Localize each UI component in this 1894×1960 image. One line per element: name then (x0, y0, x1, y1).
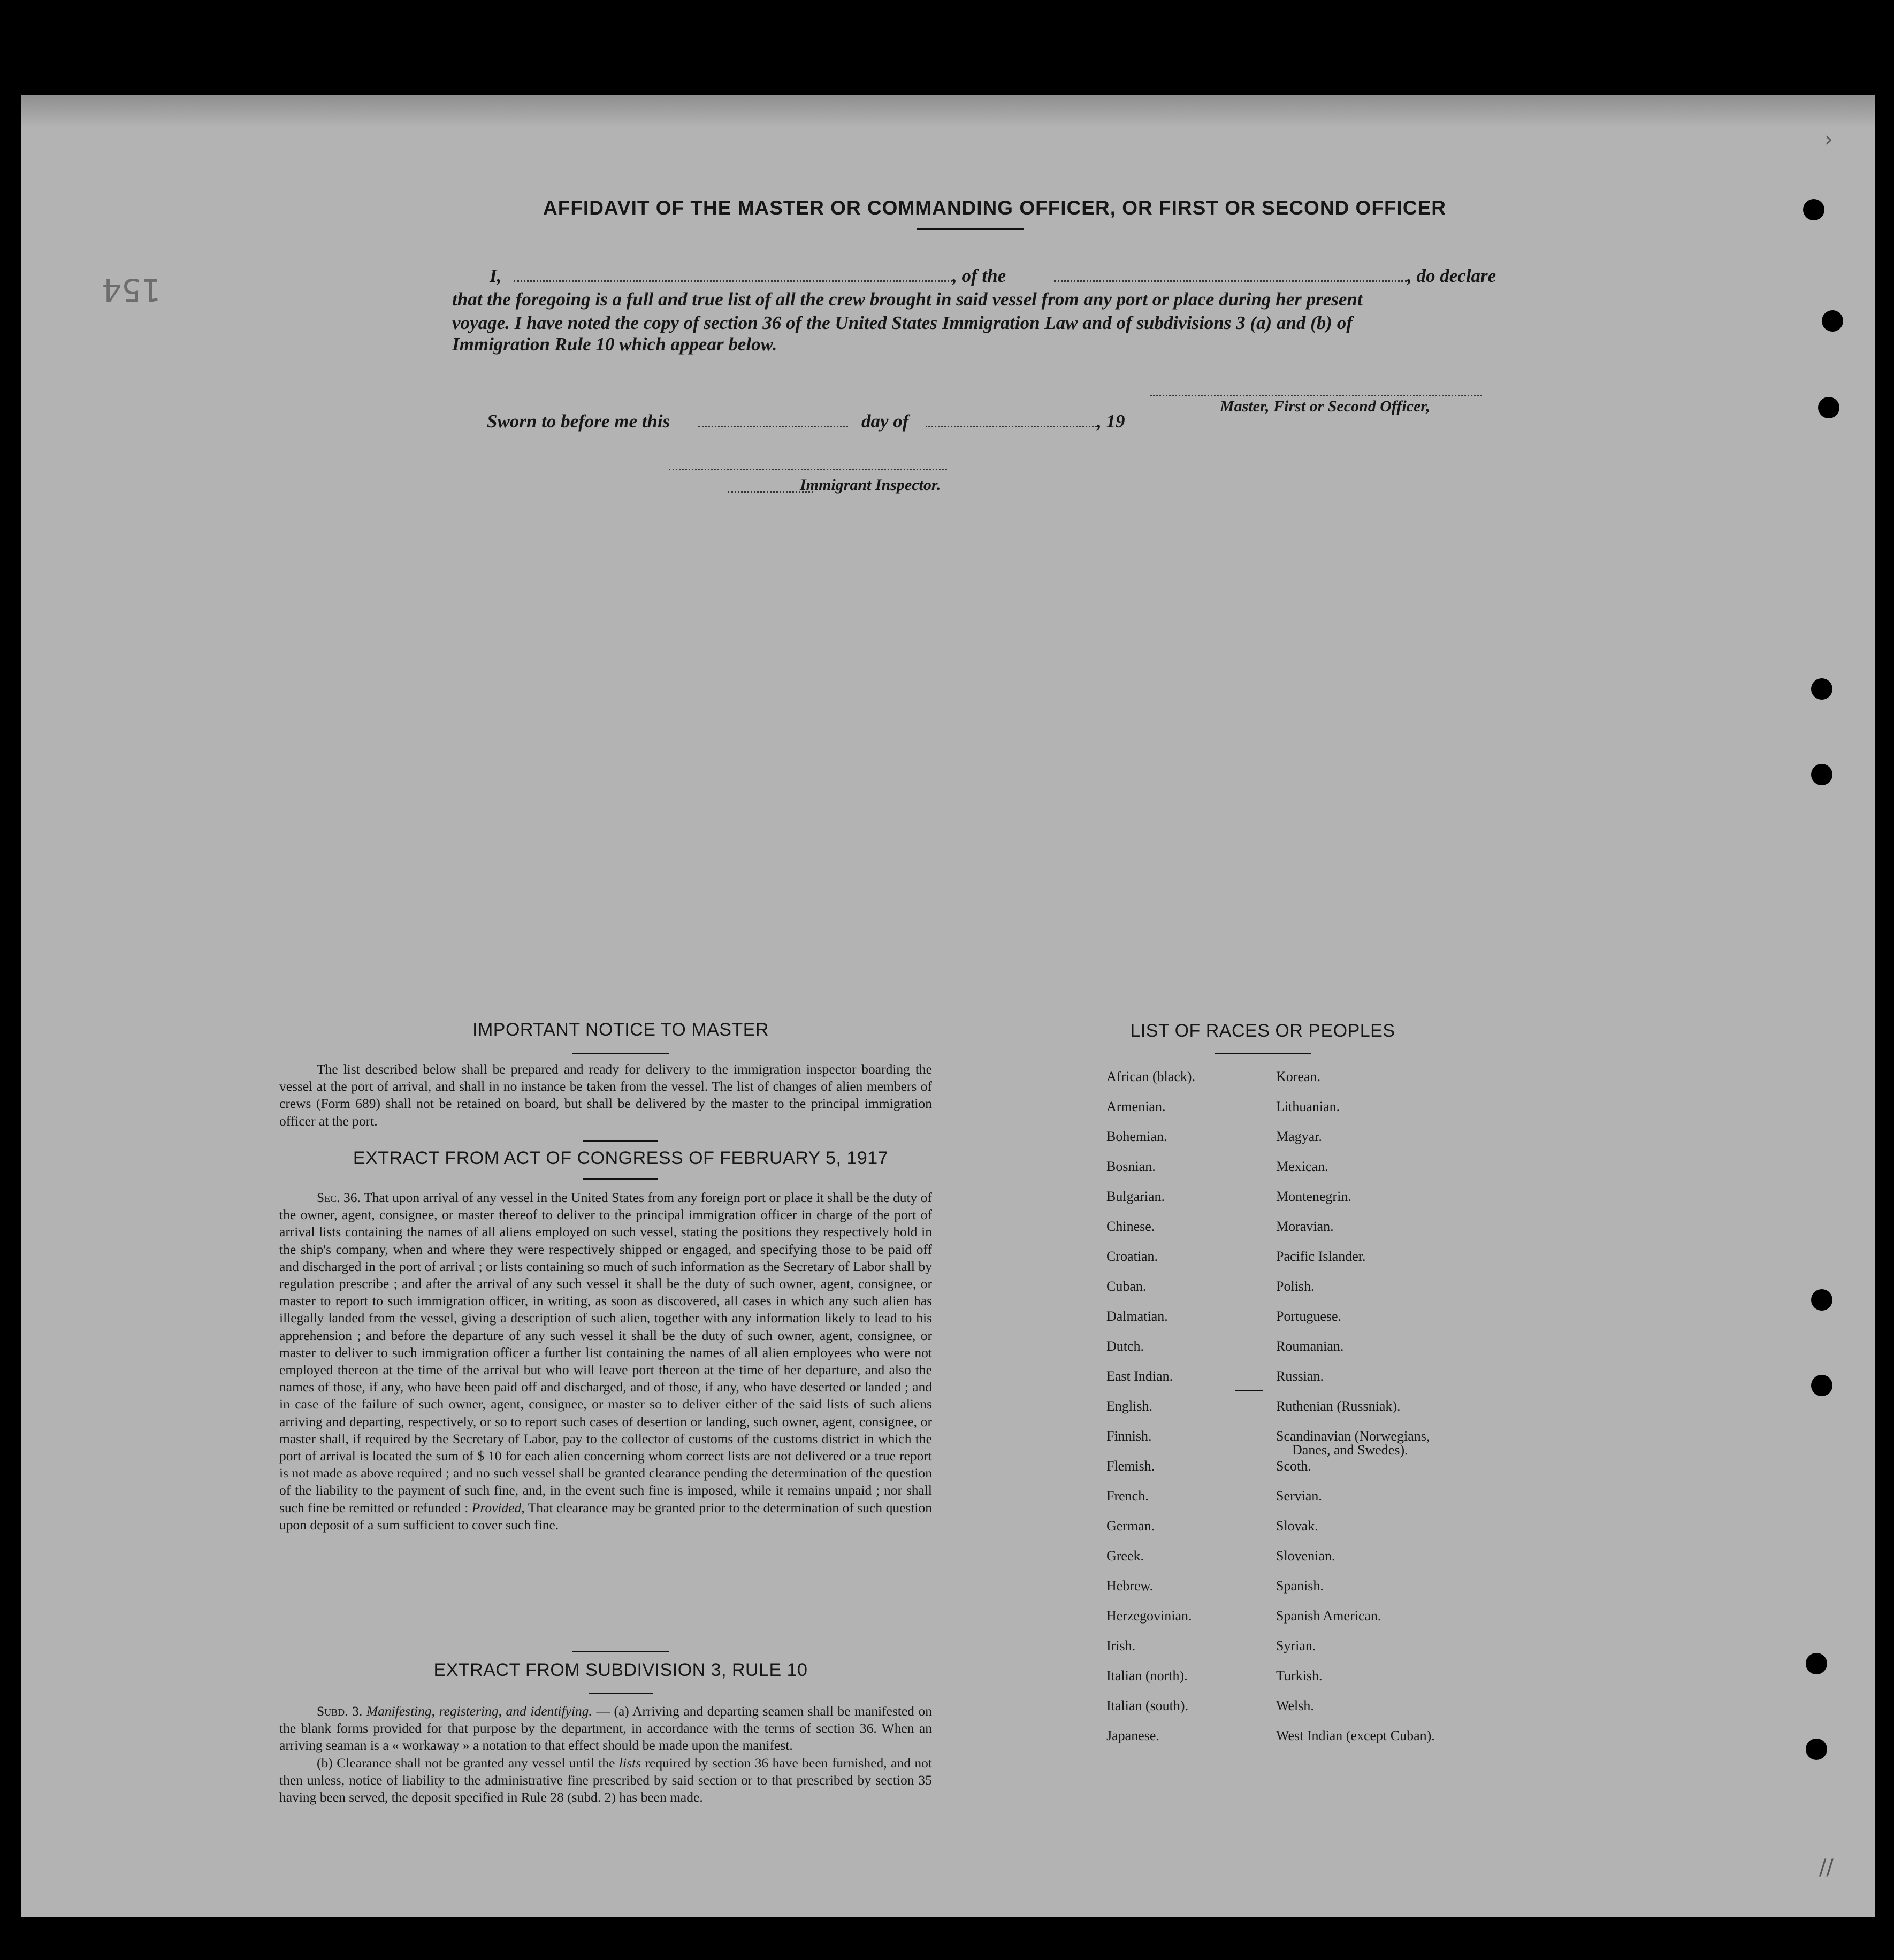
race-item: Croatian. (1106, 1249, 1158, 1264)
name-field[interactable] (514, 280, 952, 282)
act-title-rule-top (583, 1140, 658, 1142)
punch-hole (1803, 199, 1824, 220)
sworn-text: Sworn to before me this (487, 411, 670, 432)
race-item: Lithuanian. (1276, 1099, 1340, 1114)
race-item: Portuguese. (1276, 1308, 1342, 1324)
notice-title: IMPORTANT NOTICE TO MASTER (472, 1020, 769, 1040)
rule-title: EXTRACT FROM SUBDIVISION 3, RULE 10 (433, 1660, 808, 1680)
race-item: Turkish. (1276, 1668, 1323, 1683)
race-item: Herzegovinian. (1106, 1608, 1192, 1624)
subd-3-b-prefix: (b) Clearance shall not be granted any vessel until the (317, 1755, 615, 1771)
affidavit-title-rule (917, 228, 1024, 230)
handwritten-number: 154 (102, 272, 161, 308)
race-item: Bulgarian. (1106, 1189, 1165, 1204)
race-item: Magyar. (1276, 1129, 1322, 1144)
race-item: Slovenian. (1276, 1548, 1335, 1564)
race-item: Russian. (1276, 1368, 1324, 1384)
sworn-year: , 19 (1097, 411, 1125, 432)
race-item: Welsh. (1276, 1698, 1314, 1713)
affidavit-line-4: Immigration Rule 10 which appear below. (452, 334, 777, 355)
rule-title-rule-top (572, 1651, 669, 1652)
subd-3-b-text: required by section 36 have been furnished, and not then unless, notice of liability to the administrative fine prescribed by said section or to that prescribed by section 35 having been served, the deposit specified in Rule 28 (subd. 2) has been made. (279, 1755, 933, 1805)
race-item: Spanish American. (1276, 1608, 1381, 1624)
provided-label: Provided, (471, 1499, 525, 1515)
race-item: Spanish. (1276, 1578, 1324, 1594)
signature-label: Master, First or Second Officer, (1220, 397, 1430, 415)
notice-text (279, 1061, 932, 1130)
race-item: French. (1106, 1488, 1149, 1504)
sec-36-text-end: That clearance may be granted prior to the determination of such question upon deposit of a sum sufficient to cover such fine. (279, 1499, 932, 1533)
race-item: Polish. (1276, 1278, 1315, 1294)
race-item: Mexican. (1276, 1159, 1328, 1174)
inspector-label: Immigrant Inspector. (800, 476, 941, 494)
race-item: Chinese. (1106, 1219, 1155, 1234)
race-item: Scandinavian (Norwegians, (1276, 1428, 1430, 1444)
act-title-rule-bottom (583, 1178, 658, 1180)
affidavit-line-2: that the foregoing is a full and true list of all the crew brought in said vessel from any port or place during her present (452, 289, 1363, 310)
corner-mark-bottom: // (1819, 1855, 1834, 1880)
race-item: Japanese. (1106, 1728, 1159, 1743)
races-title: LIST OF RACES OR PEOPLES (1130, 1021, 1395, 1041)
affidavit-of-the: , of the (952, 265, 1006, 286)
race-item: Roumanian. (1276, 1338, 1344, 1354)
race-item: Italian (north). (1106, 1668, 1188, 1683)
punch-hole (1806, 1653, 1827, 1674)
race-item: Danes, and Swedes). (1292, 1442, 1408, 1458)
punch-hole (1811, 1375, 1832, 1396)
race-item: Flemish. (1106, 1458, 1155, 1474)
sec-36-label: Sec. 36. (317, 1190, 361, 1205)
subd-3-a-text: — (a) Arriving and departing seamen shall be manifested on the blank forms provided for that purpose by the department, in accordance with the terms of section 36. When an arriving seaman is a « workaway » a notation to that effect should be made upon the manifest. (279, 1703, 932, 1754)
race-item: Italian (south). (1106, 1698, 1189, 1713)
race-item: Korean. (1276, 1069, 1321, 1084)
subd-3-heading: Manifesting, registering, and identifying. (366, 1703, 592, 1719)
notice-paragraph: The list described below shall be prepared and ready for delivery to the immigration inspector boarding the vessel at the port of arrival, and shall in no instance be taken from the vessel. The list of changes of alien members of crews (Form 689) shall not be retained on board, but shall be delivered by the master to the principal immigration officer at the port. (279, 1061, 932, 1129)
race-item: Hebrew. (1106, 1578, 1154, 1594)
race-item: Moravian. (1276, 1219, 1334, 1234)
subd-3-label: Subd. 3. (317, 1703, 363, 1719)
sworn-day-of: day of (861, 411, 909, 432)
punch-hole (1822, 310, 1843, 332)
race-item: Greek. (1106, 1548, 1144, 1564)
punch-hole (1818, 397, 1839, 418)
race-item: Bohemian. (1106, 1129, 1167, 1144)
race-item: Cuban. (1106, 1278, 1147, 1294)
race-item: Pacific Islander. (1276, 1249, 1366, 1264)
punch-hole (1811, 1289, 1832, 1311)
race-item: Scoth. (1276, 1458, 1311, 1474)
rule-title-rule-bottom (589, 1693, 653, 1694)
race-item: Irish. (1106, 1638, 1136, 1653)
race-item: West Indian (except Cuban). (1276, 1728, 1435, 1743)
race-item: Servian. (1276, 1488, 1322, 1504)
punch-hole (1811, 678, 1832, 700)
signature-field[interactable] (1150, 395, 1482, 396)
affidavit-i: I, (490, 265, 502, 286)
sec-36-text: That upon arrival of any vessel in the United States from any foreign port or place it shall be the duty of the owner, agent, consignee, or master thereof to deliver to the principal immigration officer in charge of the port of arrival lists containing the names of all aliens employed on such vessel, stating the positions they respectively hold in the ship's company, when and where they were respectively shipped or engaged, and specifying those to be paid off and discharged in the port of arrival ; or lists containing so much of such information as the Secretary of Labor shall by regulation prescribe ; and after the arrival of any such vessel it shall be the duty of such owner, agent, consignee, or master to report to such immigration officer, in writing, as soon as discovered, all cases in which any such alien has illegally landed from the vessel, giving a description of such alien, together with any information likely to lead to his apprehension ; and before the departure of any such vessel it shall be the duty of such owner, agent, consignee, or master to deliver to such immigration officer a further list containing the names of all alien employees who were not employed thereon at the time of the arrival but who will leave port thereon at the time of her departure, and also the names of those, if any, who have been paid off and discharged, and of those, if any, who have deserted or landed ; and in case of the failure of such owner, agent, consignee, or master so to deliver either of the said lists of such aliens arriving and departing, respectively, or so to report such cases of desertion or landing, such owner, agent, consignee, or master shall, if required by the Secretary of Labor, pay to the collector of customs of the customs district in which the port of arrival is located the sum of $ 10 for each alien concerning whom correct lists are not delivered or a true report is not made as above required ; and no such vessel shall be granted clearance pending the determination of the question of the liability to the payment of such fine, and, in the event such fine is imposed, while it remains unpaid ; nor shall such fine be remitted or refunded : (279, 1190, 932, 1515)
document-page (21, 95, 1875, 1917)
race-item: German. (1106, 1518, 1155, 1534)
race-item: Montenegrin. (1276, 1189, 1351, 1204)
race-item: Slovak. (1276, 1518, 1318, 1534)
notice-title-rule (572, 1053, 669, 1054)
inspector-signature-field[interactable] (669, 469, 947, 470)
race-item: Dutch. (1106, 1338, 1144, 1354)
races-title-rule (1215, 1053, 1311, 1054)
act-title: EXTRACT FROM ACT OF CONGRESS OF FEBRUARY 5, 1917 (353, 1148, 889, 1168)
race-item: Armenian. (1106, 1099, 1166, 1114)
sworn-day-field[interactable] (698, 426, 848, 427)
rule-text (279, 1703, 932, 1806)
race-item: English. (1106, 1398, 1152, 1414)
race-item: East Indian. (1106, 1368, 1173, 1384)
affidavit-line-3: voyage. I have noted the copy of section 36 of the United States Immigration Law and of subdivisions 3 (a) and (b) of (452, 312, 1353, 333)
affidavit-do-declare: , do declare (1407, 265, 1496, 286)
race-item: African (black). (1106, 1069, 1196, 1084)
act-text (279, 1189, 932, 1534)
race-item: Bosnian. (1106, 1159, 1156, 1174)
sworn-month-field[interactable] (926, 426, 1097, 427)
race-item: Dalmatian. (1106, 1308, 1168, 1324)
race-item: Syrian. (1276, 1638, 1316, 1653)
race-item: Ruthenian (Russniak). (1276, 1398, 1401, 1414)
corner-mark: › (1824, 127, 1833, 152)
russian-dash (1235, 1390, 1263, 1391)
affidavit-title: AFFIDAVIT OF THE MASTER OR COMMANDING OFFICER, OR FIRST OR SECOND OFFICER (543, 197, 1446, 219)
vessel-field[interactable] (1054, 280, 1407, 282)
punch-hole (1811, 764, 1832, 785)
subd-3-b-lists: lists (618, 1755, 641, 1771)
punch-hole (1806, 1739, 1827, 1760)
race-item: Finnish. (1106, 1428, 1152, 1444)
